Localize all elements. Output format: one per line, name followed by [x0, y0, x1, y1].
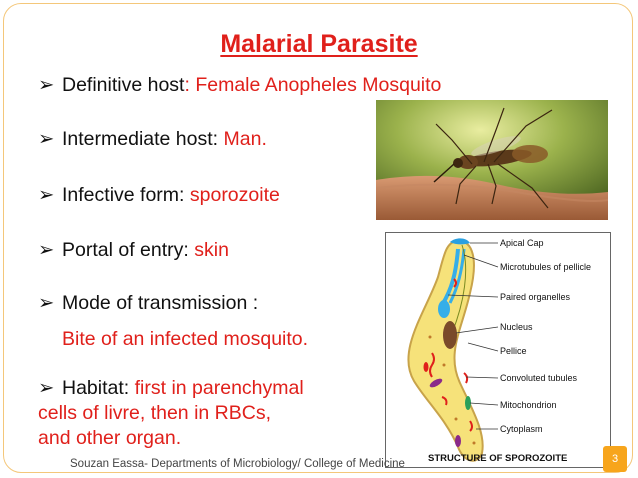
mode-detail: Bite of an infected mosquito.: [62, 328, 309, 350]
label-microtubules: Microtubules of pellicle: [500, 262, 592, 272]
mosquito-photo: [376, 100, 608, 220]
label-pellice: Pellice: [500, 346, 527, 356]
page-number-badge: 3: [603, 446, 627, 472]
mitochondrion-mark: [424, 362, 429, 372]
habitat-label: Habitat:: [62, 377, 135, 399]
nucleus-mark: [443, 321, 457, 349]
bullet-intermediate-host: [38, 127, 267, 151]
bullet-mode-of-transmission: [38, 291, 258, 315]
label-nucleus: Nucleus: [500, 322, 533, 332]
diagram-caption: STRUCTURE OF SPOROZOITE: [428, 453, 568, 464]
bullet-value: Man.: [223, 128, 267, 150]
arrow-bullet-icon: ➢: [38, 239, 55, 261]
label-cytoplasm: Cytoplasm: [500, 424, 543, 434]
paired-organelle-mark: [438, 300, 450, 318]
slide-title: Malarial Parasite: [220, 30, 418, 58]
habitat-line-1: first in parenchymal: [134, 377, 304, 399]
arrow-bullet-icon: ➢: [38, 184, 55, 206]
bullet-habitat: [38, 376, 304, 451]
convoluted-tubule-mark: [464, 373, 467, 383]
arrow-bullet-icon: ➢: [38, 74, 55, 96]
bullet-portal-of-entry: [38, 238, 229, 262]
bullet-value: skin: [194, 239, 229, 261]
bullet-infective-form: [38, 183, 280, 207]
slide-footer: Souzan Eassa- Departments of Microbiology/ College of Medicine: [70, 458, 405, 470]
bullet-value: sporozoite: [189, 184, 280, 206]
bullet-label: Infective form:: [62, 184, 190, 206]
habitat-line-3: and other organ.: [38, 427, 182, 449]
sporozoite-diagram: [385, 232, 611, 468]
label-apical-cap: Apical Cap: [500, 238, 544, 248]
arrow-bullet-icon: ➢: [38, 292, 55, 314]
habitat-line-2: cells of livre, then in RBCs,: [38, 402, 272, 424]
bullet-label: Intermediate host:: [62, 128, 224, 150]
label-convoluted-tubules: Convoluted tubules: [500, 373, 578, 383]
arrow-bullet-icon: ➢: [38, 128, 55, 150]
mitochondrion-mark: [455, 435, 461, 447]
bullet-label: Portal of entry:: [62, 239, 195, 261]
label-paired-organelles: Paired organelles: [500, 292, 571, 302]
arrow-bullet-icon: ➢: [38, 377, 55, 399]
bullet-value: : Female Anopheles Mosquito: [184, 74, 442, 96]
bullet-label: Definitive host: [62, 74, 185, 96]
bullet-definitive-host: [38, 73, 441, 97]
bullet-label: Mode of transmission :: [62, 292, 259, 314]
label-mitochondrion: Mitochondrion: [500, 400, 557, 410]
